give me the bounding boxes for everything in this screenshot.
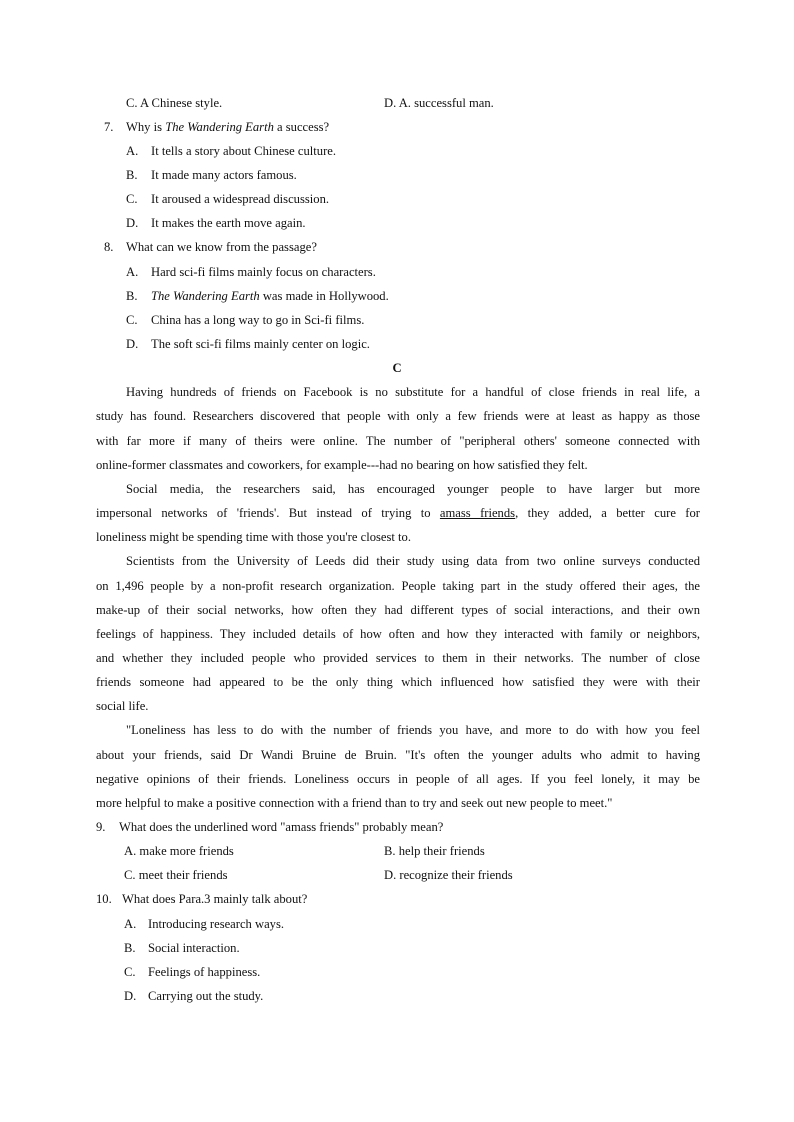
para1-line4: online-former classmates and coworkers, for example---had no bearing on how satisfied they felt.	[96, 458, 588, 472]
q9-option-b: B. help their friends	[384, 844, 485, 858]
para4-line1: "Loneliness has less to do with the number of friends you have, and more to do with how you feel	[126, 723, 700, 737]
para1-line3: with far more if many of theirs were online. The number of "peripheral others' someone connected with	[96, 434, 700, 448]
para3-line5: and whether they included people who provided services to them in their networks. The number of close	[96, 651, 700, 665]
q10-question: What does Para.3 mainly talk about?	[122, 892, 308, 906]
para4-line2: about your friends, said Dr Wandi Bruine de Bruin. "It's often the younger adults who admit to having	[96, 748, 700, 762]
q7-option-c-letter: C.	[126, 192, 138, 206]
q7-option-d-letter: D.	[126, 216, 139, 230]
q7-option-b-letter: B.	[126, 168, 138, 182]
q10-option-c-letter: C.	[124, 965, 136, 979]
q9-option-a: A. make more friends	[124, 844, 234, 858]
q8-option-a: Hard sci-fi films mainly focus on characters.	[151, 265, 376, 279]
para3-line7: social life.	[96, 699, 149, 713]
q9-option-c: C. meet their friends	[124, 868, 228, 882]
q7-option-b: It made many actors famous.	[151, 168, 297, 182]
q10-option-a-letter: A.	[124, 917, 137, 931]
q10-option-a: Introducing research ways.	[148, 917, 285, 931]
q7-option-a: It tells a story about Chinese culture.	[151, 144, 337, 158]
para3-line2: on 1,496 people by a non-profit research organization. People taking part in the study offered their ages, the	[96, 579, 700, 593]
q8-option-b-letter: B.	[126, 289, 138, 303]
amass-friends-underlined: amass friends	[439, 506, 516, 520]
q7-film-title: The Wandering Earth	[165, 120, 274, 134]
q8-option-b: The Wandering Earth was made in Hollywood.	[151, 289, 389, 303]
q6-option-d: D. A. successful man.	[384, 96, 494, 110]
q8-option-d: The soft sci-fi films mainly center on logic.	[151, 337, 370, 351]
para2-line3: loneliness might be spending time with those you're closest to.	[96, 530, 411, 544]
para1-line2: study has found. Researchers discovered that people with only a few friends were at least as happy as those	[96, 409, 700, 423]
para2-line1: Social media, the researchers said, has encouraged younger people to have larger but more	[126, 482, 700, 496]
q9-number: 9.	[96, 820, 106, 834]
q7-option-a-letter: A.	[126, 144, 139, 158]
q7-question: Why is The Wandering Earth a success?	[126, 120, 330, 134]
para4-line4: more helpful to make a positive connection with a friend than to try and seek out new people to meet."	[96, 796, 613, 810]
para3-line4: feelings of happiness. They included details of how often and how they interacted with family or neighbors,	[96, 627, 700, 641]
q10-option-b: Social interaction.	[148, 941, 240, 955]
q8-question: What can we know from the passage?	[126, 240, 317, 254]
para3-line1: Scientists from the University of Leeds did their study using data from two online surveys conducted	[126, 554, 700, 568]
section-c-heading: C	[392, 361, 402, 375]
para1-line1: Having hundreds of friends on Facebook is no substitute for a handful of close friends in real life, a	[126, 385, 700, 399]
q7-option-c: It aroused a widespread discussion.	[151, 192, 330, 206]
q10-number: 10.	[96, 892, 112, 906]
para4-line3: negative opinions of their friends. Loneliness occurs in people of all ages. If you feel lonely, it may be	[96, 772, 700, 786]
para3-line3: make-up of their social networks, how often they had different types of social interactions, and their own	[96, 603, 700, 617]
q6-option-c: C. A Chinese style.	[126, 96, 223, 110]
q10-option-c: Feelings of happiness.	[148, 965, 261, 979]
q8-option-a-letter: A.	[126, 265, 139, 279]
q8-option-d-letter: D.	[126, 337, 139, 351]
q9-option-d: D. recognize their friends	[384, 868, 513, 882]
q9-question: What does the underlined word "amass friends" probably mean?	[119, 820, 444, 834]
q7-option-d: It makes the earth move again.	[151, 216, 306, 230]
q10-option-d: Carrying out the study.	[148, 989, 264, 1003]
q8-option-c: China has a long way to go in Sci-fi films.	[151, 313, 365, 327]
q10-option-b-letter: B.	[124, 941, 136, 955]
q7-number: 7.	[104, 120, 114, 134]
q8-film-title: The Wandering Earth	[151, 289, 260, 303]
q10-option-d-letter: D.	[124, 989, 137, 1003]
para3-line6: friends someone had appeared to be the only thing which influenced how satisfied they were with their	[96, 675, 700, 689]
q8-number: 8.	[104, 240, 114, 254]
q8-option-c-letter: C.	[126, 313, 138, 327]
para2-line2: impersonal networks of 'friends'. But instead of trying to amass friends, they added, a better cure for	[96, 506, 700, 520]
